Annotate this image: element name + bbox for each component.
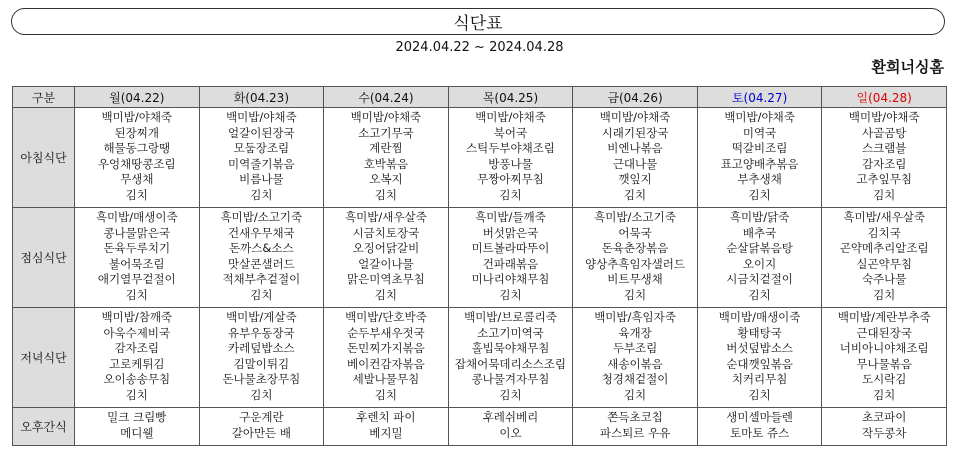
- menu-cell: [324, 308, 449, 408]
- meal-row: [13, 108, 947, 208]
- menu-item: 김치: [499, 187, 522, 202]
- menu-item: 순두부새우젓국: [347, 325, 425, 340]
- menu-item: 양상추흑임자샐러드: [585, 256, 686, 271]
- menu-item: 버섯덮밥소스: [726, 341, 793, 355]
- menu-item: 김치: [125, 287, 148, 302]
- menu-cell: [573, 408, 698, 446]
- menu-item: 생미셀마들렌: [726, 410, 793, 424]
- menu-item: 순대깻잎볶음: [726, 356, 793, 371]
- corner-label: 구분: [13, 87, 75, 108]
- menu-cell: [697, 308, 822, 408]
- menu-cell: [324, 208, 449, 308]
- menu-item: 토마토 쥬스: [729, 425, 790, 440]
- menu-item: 계란찜: [369, 141, 403, 155]
- menu-item: 흑미밥/닭죽: [729, 210, 790, 224]
- menu-item: 오이지: [742, 256, 777, 271]
- menu-item: 청경채겉절이: [601, 372, 669, 386]
- menu-item: 이오: [499, 425, 522, 440]
- menu-item: 치커리무침: [731, 372, 788, 386]
- menu-item: 미역국: [742, 125, 777, 140]
- menu-cell: [199, 108, 324, 208]
- menu-cell: [199, 308, 324, 408]
- menu-item: 아욱수제비국: [103, 325, 171, 340]
- menu-item: 맛살콘샐러드: [228, 256, 295, 271]
- menu-item: 우엉채땅콩조림: [97, 156, 176, 171]
- menu-item: 시래기된장국: [601, 125, 669, 140]
- menu-item: 미트볼라따뚜이: [471, 241, 550, 255]
- menu-item: 백미밥/야채죽: [101, 110, 173, 124]
- menu-item: 건파래볶음: [482, 256, 539, 271]
- menu-item: 애기열무겉절이: [97, 272, 176, 286]
- menu-cell: [75, 308, 200, 408]
- menu-item: 숙주나물: [861, 272, 907, 286]
- menu-item: 감자조림: [114, 341, 159, 355]
- menu-item: 비름나물: [239, 172, 284, 186]
- menu-item: 감자조림: [861, 156, 907, 171]
- day-header: 금(04.26): [573, 87, 698, 108]
- menu-item: 어묵국: [618, 225, 652, 240]
- menu-item: 시금치겉절이: [726, 272, 793, 286]
- menu-item: 떡갈비조림: [731, 141, 788, 155]
- menu-item: 흑미밥/매생이죽: [95, 210, 178, 224]
- menu-item: 돈육춘장볶음: [601, 241, 669, 255]
- menu-item: 김치: [623, 287, 647, 302]
- date-range: 2024.04.22 ~ 2024.04.28: [395, 40, 564, 55]
- menu-item: 갈아만든 배: [231, 425, 291, 440]
- day-header-saturday: 토(04.27): [697, 87, 822, 108]
- menu-item: 두부조림: [612, 341, 658, 355]
- menu-cell: [75, 208, 200, 308]
- menu-item: 새송이볶음: [607, 356, 663, 371]
- menu-item: 후렌치 파이: [356, 410, 416, 424]
- day-header-sunday: 일(04.28): [822, 87, 947, 108]
- menu-item: 버섯맑은국: [482, 225, 539, 240]
- menu-cell: [822, 108, 947, 208]
- menu-item: 흑미밥/들깨죽: [475, 210, 546, 224]
- menu-cell: [324, 408, 449, 446]
- menu-item: 김치: [250, 187, 273, 202]
- menu-item: 콩나물맑은국: [103, 225, 171, 240]
- menu-item: 홀빕묵야채무침: [471, 341, 550, 355]
- day-header: 수(04.24): [324, 87, 449, 108]
- menu-item: 김치: [374, 187, 398, 202]
- menu-item: 김치: [748, 387, 771, 402]
- menu-item: 무나물볶음: [856, 356, 912, 371]
- menu-item: 쫀득초코칩: [607, 410, 663, 424]
- menu-cell: [822, 408, 947, 446]
- menu-item: 돈나물초장무침: [222, 372, 301, 386]
- menu-item: 김치: [125, 387, 148, 402]
- menu-item: 근대나물: [612, 156, 658, 171]
- page-title: 식단표: [453, 14, 503, 34]
- menu-item: 김치: [623, 187, 647, 202]
- menu-cell: [697, 208, 822, 308]
- meal-label: 아침식단: [13, 108, 75, 208]
- menu-item: 백미밥/매생이죽: [718, 310, 801, 324]
- meal-label: 오후간식: [13, 408, 75, 446]
- meal-label: 점심식단: [13, 208, 75, 308]
- menu-item: 김치: [250, 387, 273, 402]
- menu-item: 파스퇴르 우유: [599, 425, 671, 440]
- menu-item: 백미밥/흑임자죽: [594, 310, 676, 324]
- day-header: 목(04.25): [448, 87, 573, 108]
- menu-item: 백미밥/야채죽: [848, 110, 920, 124]
- menu-cell: [75, 108, 200, 208]
- menu-item: 카레덮밥소스: [228, 341, 295, 355]
- menu-item: 백미밥/단호박죽: [345, 310, 427, 324]
- menu-item: 얼갈이된장국: [228, 125, 295, 140]
- menu-item: 구운계란: [239, 410, 284, 424]
- menu-item: 유부우동장국: [228, 325, 295, 340]
- menu-cell: [199, 408, 324, 446]
- menu-item: 백미밥/브로콜리죽: [464, 310, 557, 324]
- menu-item: 김말이튀김: [233, 356, 290, 371]
- menu-item: 육개장: [618, 325, 652, 340]
- menu-item: 밀크 크림빵: [107, 410, 167, 424]
- menu-item: 오이송송무침: [103, 372, 171, 386]
- menu-item: 김치국: [867, 225, 901, 240]
- menu-item: 호박볶음: [363, 156, 409, 171]
- menu-item: 너비아니야채조림: [839, 341, 929, 355]
- menu-item: 시금치토장국: [352, 225, 420, 240]
- menu-cell: [448, 308, 573, 408]
- menu-cell: [573, 308, 698, 408]
- menu-cell: [324, 108, 449, 208]
- menu-item: 후레쉬베리: [482, 410, 539, 424]
- menu-item: 고추잎무침: [856, 172, 912, 186]
- menu-cell: [448, 208, 573, 308]
- meal-row: [13, 208, 947, 308]
- menu-item: 소고기무국: [358, 125, 414, 140]
- menu-item: 표고양배추볶음: [720, 156, 799, 171]
- menu-item: 적채부추겉절이: [222, 272, 301, 286]
- menu-item: 미역줄기볶음: [228, 156, 295, 171]
- menu-item: 김치: [374, 287, 398, 302]
- day-header: 화(04.23): [199, 87, 324, 108]
- meal-row: [13, 408, 947, 446]
- menu-item: 흑미밥/새우살죽: [843, 210, 925, 224]
- menu-item: 김치: [873, 287, 896, 302]
- menu-item: 백미밥/야채죽: [599, 110, 671, 124]
- menu-item: 작두콩차: [861, 425, 907, 440]
- menu-item: 백미밥/야채죽: [350, 110, 422, 124]
- meal-label: 저녁식단: [13, 308, 75, 408]
- menu-cell: [697, 108, 822, 208]
- menu-item: 실곤약무침: [856, 256, 912, 271]
- menu-item: 흑미밥/소고기죽: [220, 210, 303, 224]
- menu-item: 돈민찌가지볶음: [347, 341, 425, 355]
- menu-item: 흑미밥/소고기죽: [594, 210, 676, 224]
- menu-item: 미나리야채무침: [471, 272, 550, 286]
- menu-item: 맑은미역초무침: [347, 272, 425, 286]
- menu-item: 김치: [623, 387, 647, 402]
- menu-item: 콩나물겨자무침: [471, 372, 550, 386]
- header-row: [13, 87, 947, 108]
- menu-item: 김치: [873, 387, 896, 402]
- menu-cell: [697, 408, 822, 446]
- menu-item: 돈육두루치기: [103, 241, 171, 255]
- menu-item: 순살닭볶음탕: [726, 241, 793, 255]
- menu-item: 불어묵조림: [109, 256, 165, 271]
- menu-item: 사골곰탕: [861, 125, 907, 140]
- menu-item: 백미밥/야채죽: [226, 110, 297, 124]
- menu-cell: [448, 108, 573, 208]
- menu-item: 얼갈이나물: [358, 256, 414, 271]
- menu-item: 백미밥/야채죽: [724, 110, 795, 124]
- facility-name: 환희너싱홈: [871, 58, 944, 76]
- menu-item: 오복지: [369, 172, 403, 186]
- menu-item: 근대된장국: [856, 325, 912, 340]
- menu-cell: [822, 208, 947, 308]
- menu-item: 메디웰: [120, 425, 154, 440]
- menu-item: 방풍나물: [488, 156, 533, 171]
- menu-item: 베이컨감자볶음: [347, 356, 425, 371]
- menu-item: 김치: [873, 187, 896, 202]
- menu-cell: [573, 208, 698, 308]
- menu-item: 김치: [250, 287, 273, 302]
- menu-item: 초코파이: [861, 410, 907, 424]
- menu-item: 스크램블: [861, 141, 907, 155]
- menu-item: 곤약메추리알조림: [839, 241, 929, 255]
- menu-item: 백미밥/참깨죽: [101, 310, 173, 324]
- menu-item: 모둠장조림: [233, 141, 290, 155]
- menu-item: 비트무생채: [607, 272, 663, 286]
- meal-table: [12, 86, 947, 446]
- day-header: 월(04.22): [75, 87, 200, 108]
- menu-cell: [199, 208, 324, 308]
- menu-item: 백미밥/계란부추죽: [837, 310, 931, 324]
- menu-cell: [448, 408, 573, 446]
- menu-item: 북어국: [493, 125, 528, 140]
- menu-cell: [75, 408, 200, 446]
- menu-item: 흑미밥/새우살죽: [345, 210, 427, 224]
- menu-item: 오징어닭갈비: [352, 241, 420, 255]
- title-box: [11, 8, 945, 35]
- menu-item: 백미밥/야채죽: [475, 110, 546, 124]
- menu-cell: [822, 308, 947, 408]
- menu-item: 소고기미역국: [477, 325, 544, 340]
- menu-item: 황태탕국: [737, 325, 782, 340]
- menu-item: 김치: [499, 287, 522, 302]
- menu-item: 도시락김: [861, 372, 907, 386]
- menu-item: 깻잎지: [618, 172, 652, 186]
- menu-item: 김치: [125, 187, 148, 202]
- menu-item: 된장찌개: [114, 125, 159, 140]
- menu-item: 세발나물무침: [352, 372, 420, 386]
- menu-item: 김치: [374, 387, 398, 402]
- menu-item: 돈까스&소스: [229, 241, 294, 255]
- menu-item: 잡채어묵데리소스조림: [454, 356, 567, 371]
- menu-item: 김치: [748, 287, 771, 302]
- menu-item: 무짱아찌무침: [477, 172, 544, 186]
- meal-row: [13, 308, 947, 408]
- menu-item: 백미밥/게살죽: [226, 310, 297, 324]
- menu-item: 배추국: [742, 225, 777, 240]
- menu-item: 해물동그랑땡: [103, 141, 171, 155]
- menu-item: 부추생채: [737, 172, 782, 186]
- menu-item: 무생채: [120, 172, 154, 186]
- menu-item: 스틱두부야채조림: [466, 141, 555, 155]
- menu-item: 건새우무채국: [228, 225, 295, 240]
- menu-cell: [573, 108, 698, 208]
- menu-item: 김치: [499, 387, 522, 402]
- menu-item: 비엔나볶음: [607, 141, 663, 155]
- menu-item: 김치: [748, 187, 771, 202]
- menu-item: 고로케튀김: [109, 356, 165, 371]
- menu-item: 베지밀: [369, 425, 403, 440]
